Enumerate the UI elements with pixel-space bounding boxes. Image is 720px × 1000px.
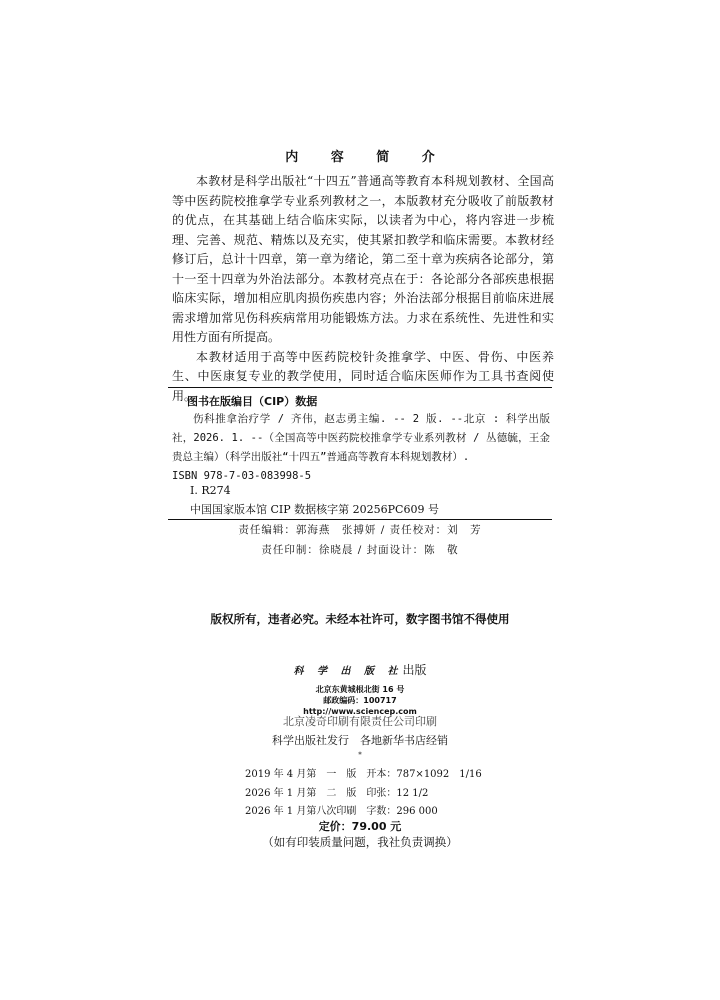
- edition-row-1: 2019 年 4 月第 一 版 开本：787×1092 1/16: [245, 769, 482, 780]
- cip-top-rule: [168, 387, 552, 388]
- quality-notice: （如有印装质量问题，我社负责调换）: [262, 835, 458, 849]
- price: 定价：79.00 元: [318, 820, 402, 833]
- cip-isbn: ISBN 978-7-03-083998-5: [172, 470, 312, 482]
- copyright-notice: 版权所有，违者必究。未经本社许可，数字图书馆不得使用: [210, 612, 510, 626]
- distribution-line: 科学出版社发行 各地新华书店经销: [272, 734, 448, 747]
- intro-paragraph-2: 本教材适用于高等中医药院校针灸推拿学、中医、骨伤、中医养生、中医康复专业的教学使用，同时适合临床医师作为工具书查阅使用。: [172, 349, 554, 403]
- publisher-logo: 科 学 出 版 社: [293, 666, 403, 677]
- publisher-line: [0, 661, 720, 678]
- publisher-address: 北京东黄城根北街 16 号: [315, 685, 405, 694]
- cip-heading: 图书在版编目（CIP）数据: [187, 395, 318, 408]
- separator-star: *: [358, 751, 362, 759]
- staff-line-editors: 责任编辑：郭海燕 张搏妍 / 责任校对：刘 芳: [238, 524, 482, 536]
- intro-section: [172, 172, 554, 406]
- staff-line-production: 责任印制：徐晓晨 / 封面设计：陈 敬: [261, 544, 459, 556]
- edition-row-2: 2026 年 1 月第 二 版 印张：12 1/2: [245, 787, 429, 799]
- cip-record: [172, 410, 550, 486]
- edition-info: [245, 766, 482, 822]
- cip-bottom-rule: [168, 519, 552, 520]
- cip-classification: Ⅰ. R274: [190, 484, 231, 497]
- cip-data-number: 中国国家版本馆 CIP 数据核字第 20256PC609 号: [190, 503, 439, 516]
- cip-record-text: 伤科推拿治疗学 / 齐伟，赵志勇主编. -- 2 版. --北京 : 科学出版社，2026. 1. --（全国高等中医药院校推拿学专业系列教材 / 丛德毓，王金贵总主编）（科学出版社“十四五”普通高等教育本科规划教材）.: [172, 413, 550, 463]
- printer-line: 北京凌奇印刷有限责任公司印刷: [283, 715, 437, 728]
- intro-paragraph-1: 本教材是科学出版社“十四五”普通高等教育本科规划教材、全国高等中医药院校推拿学专业系列教材之一，本版教材充分吸收了前版教材的优点，在其基础上结合临床实际，以读者为中心，将内容进一步梳理、完善、规范、精炼以及充实，使其紧扣教学和临床需要。本教材经修订后，总计十四章，第一章为绪论，第二至十章为疾病各论部分，第十一至十四章为外治法部分。本教材亮点在于：各论部分各部疾患根据临床实际，增加相应肌肉损伤疾患内容；外治法部分根据目前临床进展需求增加常见伤科疾病常用功能锻炼方法。力求在系统性、先进性和实用性方面有所提高。: [172, 174, 554, 344]
- publisher-postcode: 邮政编码：100717: [323, 696, 397, 705]
- publisher-suffix: 出版: [402, 663, 427, 677]
- publisher-url: http://www.sciencep.com: [303, 707, 417, 716]
- page-title: 内 容 简 介: [285, 150, 449, 165]
- edition-row-3: 2026 年 1 月第八次印刷 字数：296 000: [245, 806, 438, 817]
